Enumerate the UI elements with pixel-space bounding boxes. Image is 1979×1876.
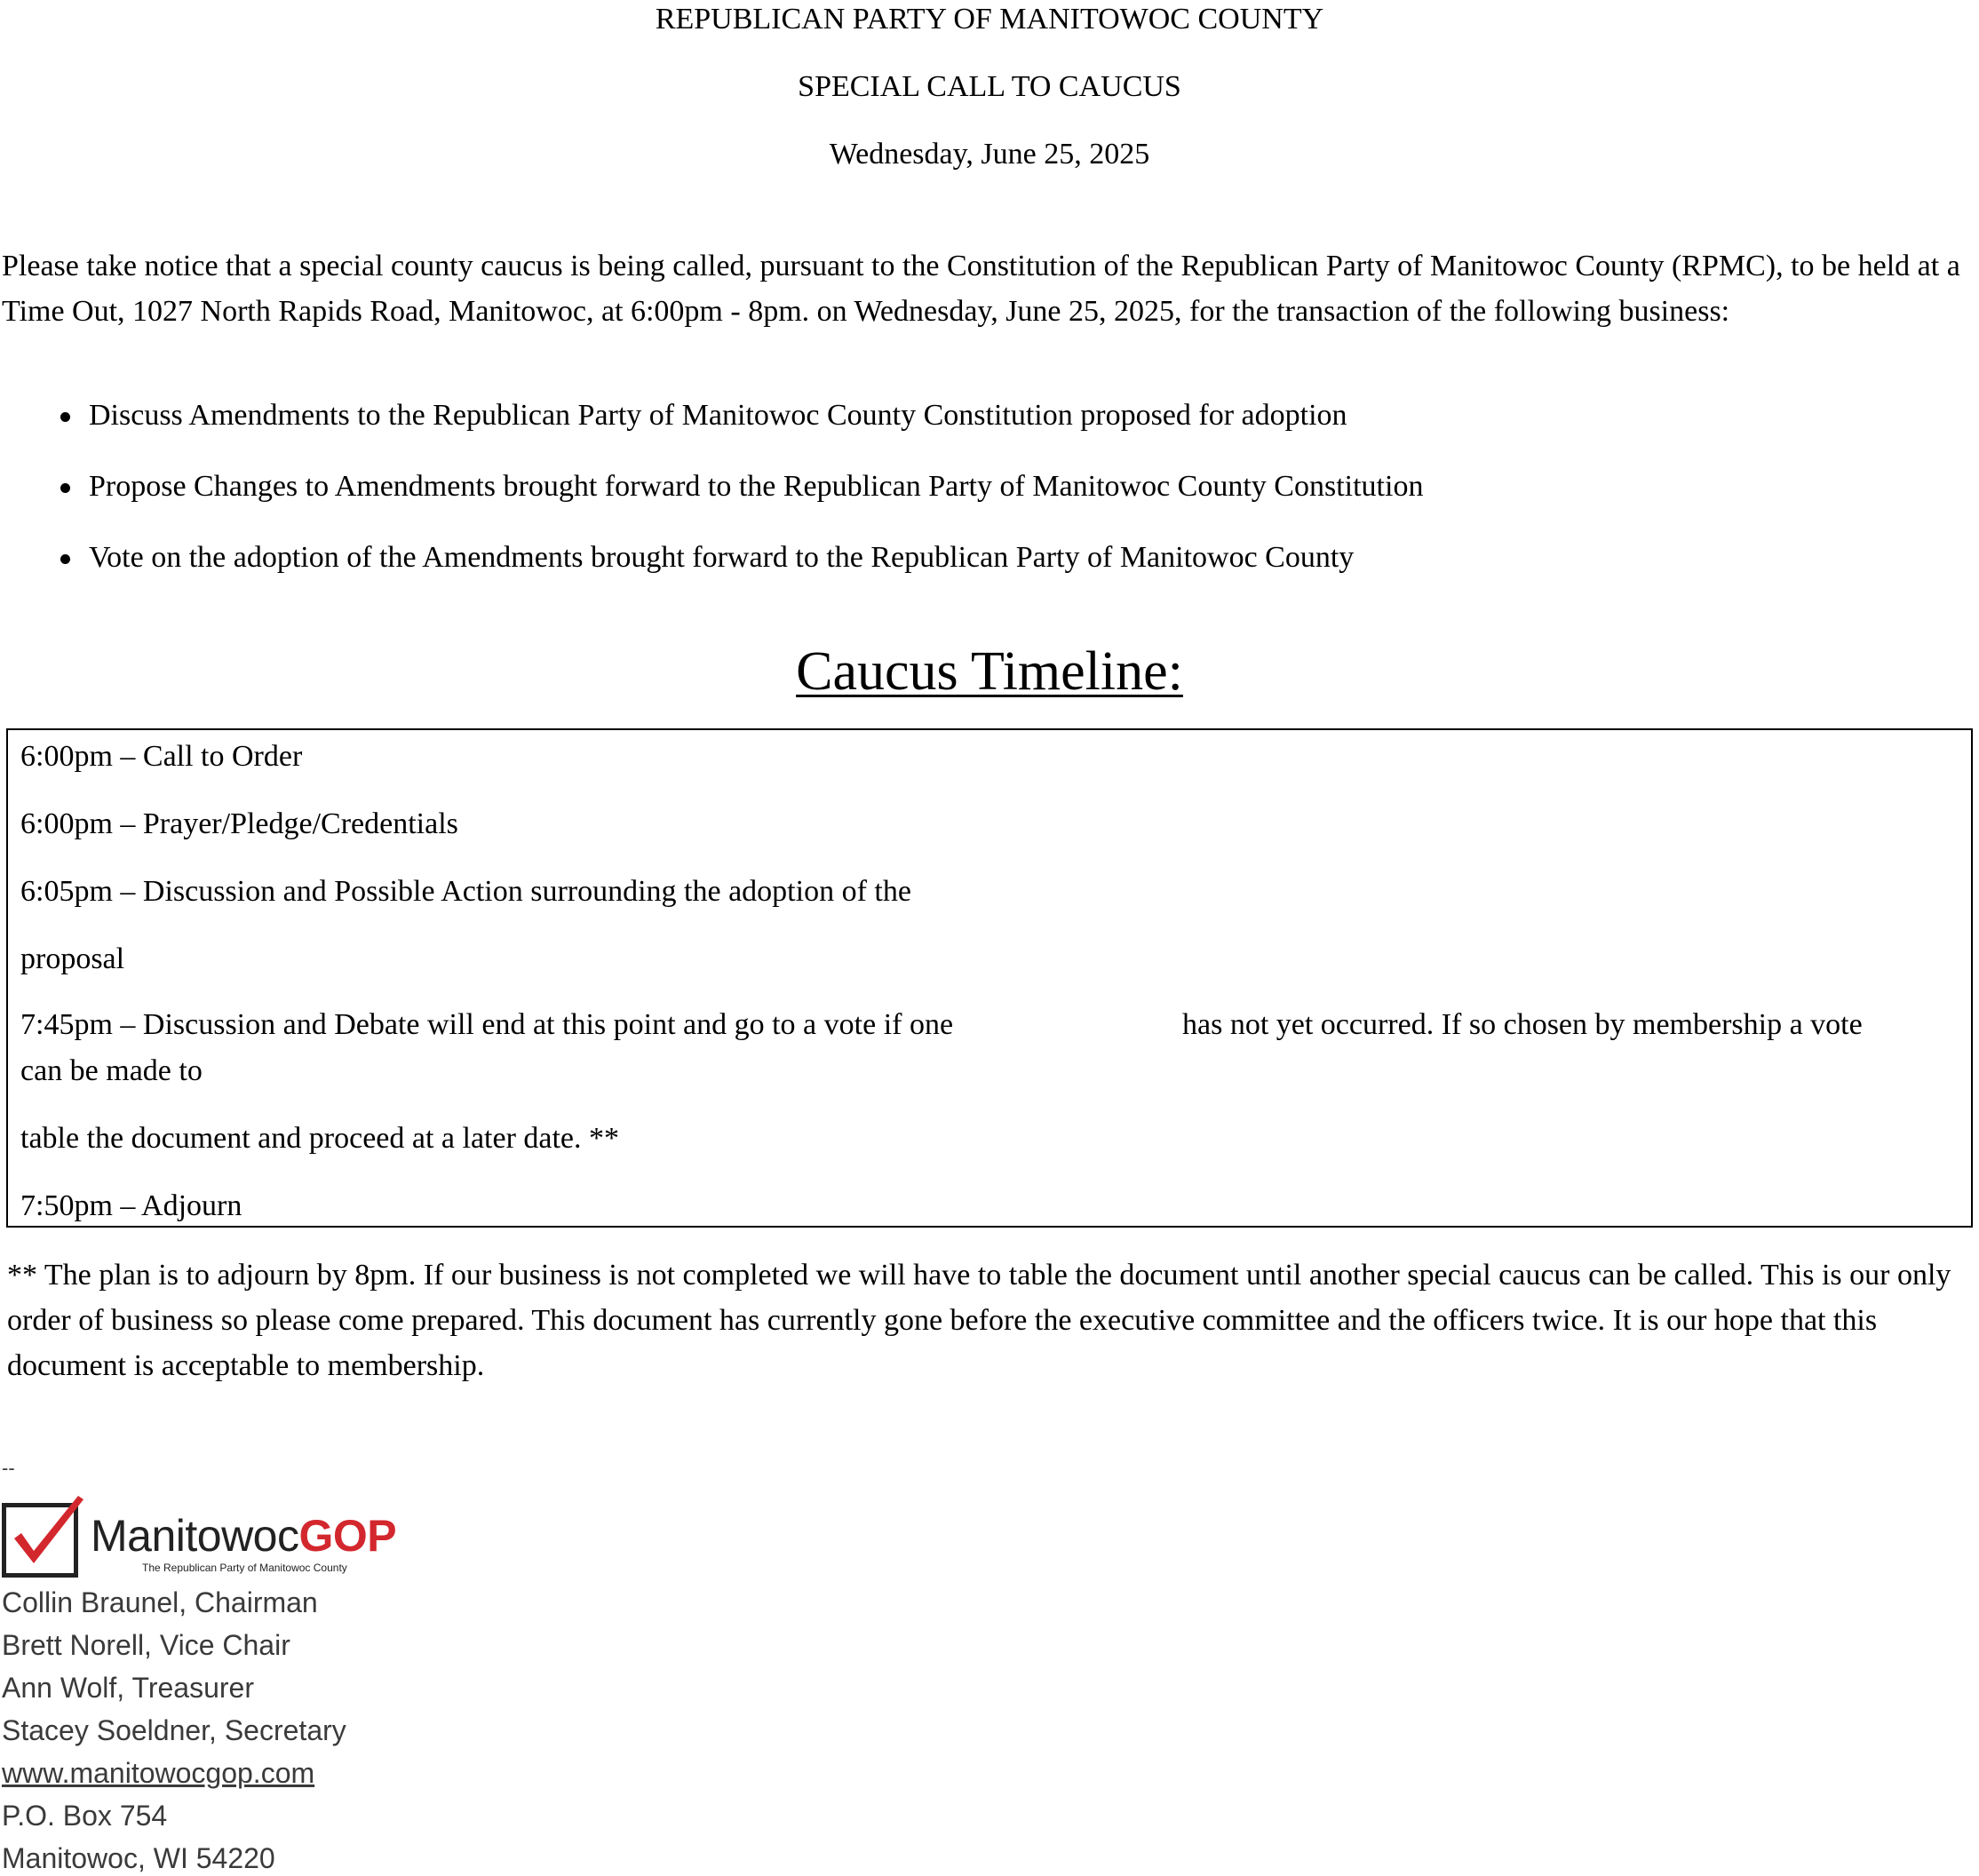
timeline-line: has not yet occurred. If so chosen by membership a vote <box>1182 1008 1863 1041</box>
list-item-text: Propose Changes to Amendments brought forward to the Republican Party of Manitowoc County Constitution <box>89 470 1424 503</box>
manitowoc-gop-logo <box>0 1492 417 1581</box>
po-box: P.O. Box 754 <box>2 1800 168 1832</box>
timeline-line: 7:50pm – Adjourn <box>20 1189 242 1222</box>
logo-wordmark <box>91 1512 396 1560</box>
list-item-text: Vote on the adoption of the Amendments brought forward to the Republican Party of Manitowoc County <box>89 541 1355 574</box>
signature-line: Collin Braunel, Chairman <box>2 1586 318 1618</box>
timeline-line: 7:45pm – Discussion and Debate will end at this point and go to a vote if one <box>20 1008 954 1041</box>
document-date: Wednesday, June 25, 2025 <box>829 138 1150 171</box>
footnote-paragraph: ** The plan is to adjourn by 8pm. If our business is not completed we will have to table the document until another special caucus can be called. This is our only order of business so please come prepared. This document has currently gone before the executive committee and the officers twice. It is our hope that this document is acceptable to membership. <box>7 1259 1951 1382</box>
bullet-icon <box>60 554 70 564</box>
signature-line: Stacey Soeldner, Secretary <box>2 1714 346 1746</box>
document-title: SPECIAL CALL TO CAUCUS <box>798 70 1181 103</box>
checkmark-icon <box>0 1492 89 1581</box>
list-item-text: Discuss Amendments to the Republican Party of Manitowoc County Constitution proposed for adoption <box>89 399 1347 432</box>
notice-paragraph: Please take notice that a special county caucus is being called, pursuant to the Constitution of the Republican Party of Manitowoc County (RPMC), to be held at a Time Out, 1027 North Rapids Road, Manitowoc, at 6:00pm - 8pm. on Wednesday, June 25, 2025, for the transaction of the following business: <box>2 250 1960 328</box>
timeline-line: table the document and proceed at a later date. ** <box>20 1122 620 1155</box>
logo-gop: GOP <box>298 1511 397 1561</box>
timeline-line: 6:00pm – Call to Order <box>20 740 303 773</box>
timeline-line: proposal <box>20 942 125 975</box>
timeline-line: can be made to <box>20 1054 203 1087</box>
signature-line: Brett Norell, Vice Chair <box>2 1629 290 1661</box>
org-name: REPUBLICAN PARTY OF MANITOWOC COUNTY <box>655 3 1324 36</box>
city-line: Manitowoc, WI 54220 <box>2 1842 275 1874</box>
bullet-icon <box>60 483 70 493</box>
signature-line: Ann Wolf, Treasurer <box>2 1672 254 1704</box>
timeline-line: 6:00pm – Prayer/Pledge/Credentials <box>20 807 458 840</box>
timeline-box <box>6 728 1973 1228</box>
website-link-row <box>2 1755 314 1791</box>
timeline-line: 6:05pm – Discussion and Possible Action surrounding the adoption of the <box>20 875 911 908</box>
logo-tagline: The Republican Party of Manitowoc County <box>142 1562 347 1574</box>
logo-name: Manitowoc <box>91 1511 299 1561</box>
timeline-heading <box>0 640 1979 704</box>
signature-separator: -- <box>2 1457 15 1479</box>
bullet-icon <box>60 412 70 422</box>
timeline-heading-text: Caucus Timeline: <box>796 641 1183 702</box>
website-link[interactable]: www.manitowocgop.com <box>2 1757 315 1789</box>
